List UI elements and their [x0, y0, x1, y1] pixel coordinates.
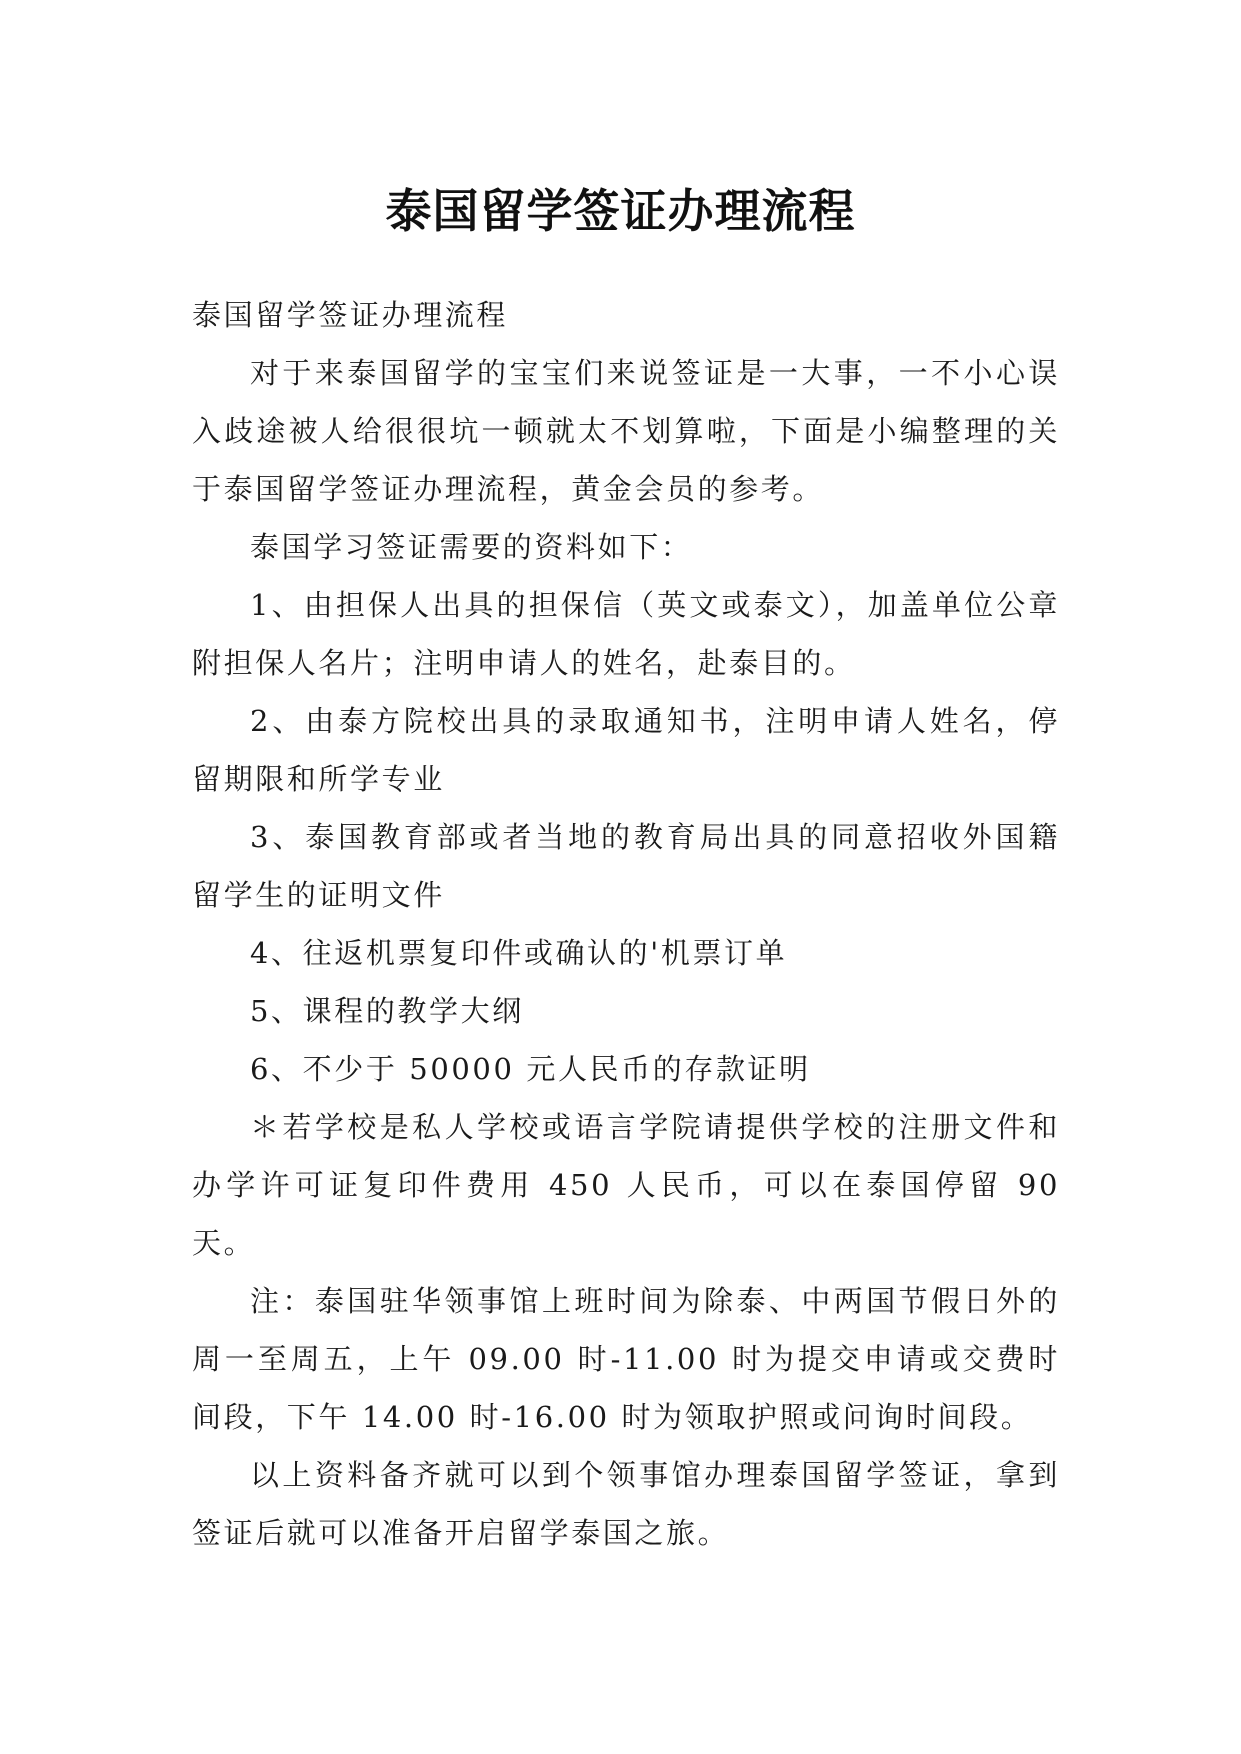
paragraph-subtitle: 泰国留学签证办理流程 [192, 298, 509, 332]
paragraph-consulate-hours-note: 注：泰国驻华领事馆上班时间为除泰、中两国节假日外的周一至周五，上午 09.00 时-11.00 时为提交申请或交费时间段，下午 14.00 时-16.00 时为领取护照或问询时间段。 [192, 1284, 1060, 1434]
document-body [192, 286, 1060, 1562]
paragraph-conclusion: 以上资料备齐就可以到个领事馆办理泰国留学签证，拿到签证后就可以准备开启留学泰国之旅。 [192, 1458, 1060, 1550]
paragraph-private-school-note: ＊若学校是私人学校或语言学院请提供学校的注册文件和办学许可证复印件费用 450 人民币，可以在泰国停留 90 天。 [192, 1110, 1060, 1260]
paragraph-item-1: 1、由担保人出具的担保信（英文或泰文），加盖单位公章附担保人名片；注明申请人的姓名，赴泰目的。 [192, 588, 1060, 680]
paragraph-item-2: 2、由泰方院校出具的录取通知书，注明申请人姓名，停留期限和所学专业 [192, 704, 1060, 796]
paragraph-item-3: 3、泰国教育部或者当地的教育局出具的同意招收外国籍留学生的证明文件 [192, 820, 1060, 912]
paragraph-item-6: 6、不少于 50000 元人民币的存款证明 [250, 1052, 811, 1086]
paragraph-item-5: 5、课程的教学大纲 [250, 994, 524, 1028]
paragraph-item-4: 4、往返机票复印件或确认的'机票订单 [250, 936, 788, 970]
document-title: 泰国留学签证办理流程 [385, 183, 856, 238]
paragraph-requirements-heading: 泰国学习签证需要的资料如下： [250, 530, 693, 564]
paragraph-intro: 对于来泰国留学的宝宝们来说签证是一大事，一不小心误入歧途被人给很很坑一顿就太不划算啦，下面是小编整理的关于泰国留学签证办理流程，黄金会员的参考。 [192, 356, 1060, 506]
